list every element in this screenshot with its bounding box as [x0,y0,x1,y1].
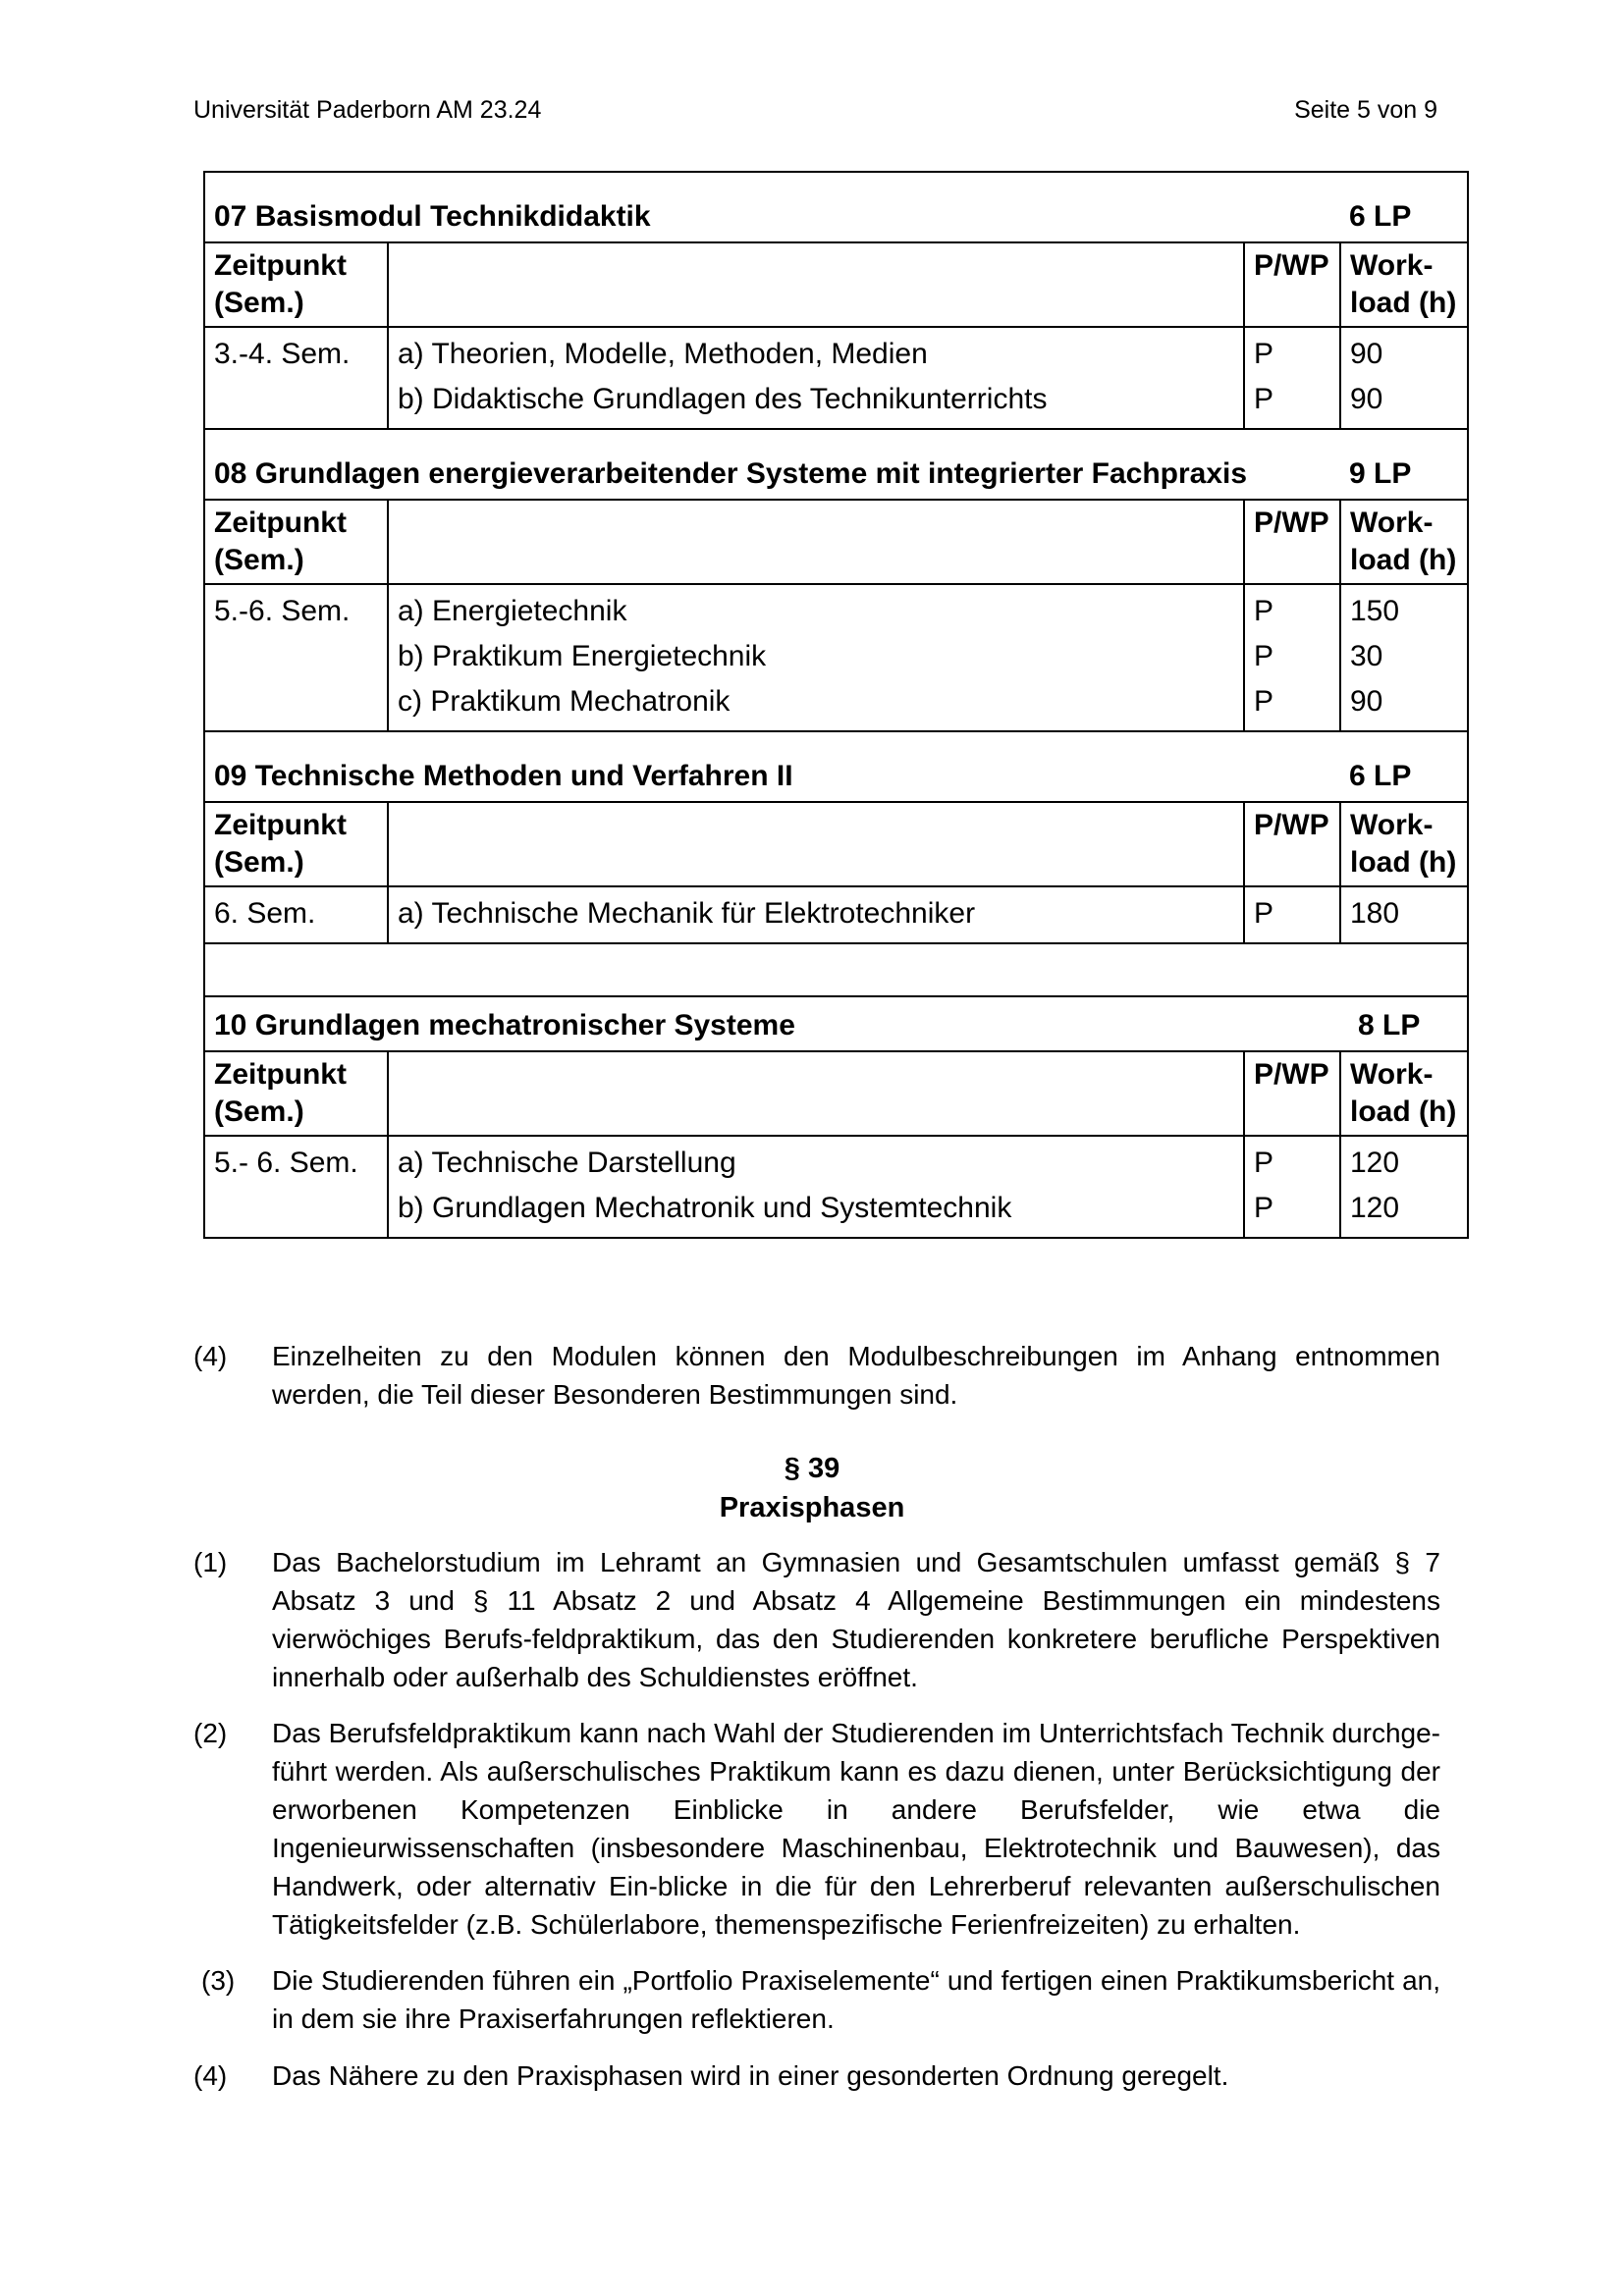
section-title: Praxisphasen [719,1492,905,1523]
item-workload: 180 [1340,886,1468,943]
module-lp: 6 LP [1340,172,1468,242]
paragraph-text: Einzelheiten zu den Modulen können den Modulbeschreibungen im Anhang entnommen werden, die Teil dieser Besonderen Bestimmungen sind. [272,1341,1440,1410]
col-zeitpunkt: Zeitpunkt (Sem.) [204,1051,388,1136]
paragraph-number: (2) [193,1718,228,1748]
item-name: a) Technische Darstellung [398,1147,736,1179]
module-title: 10 Grundlagen mechatronischer Systeme [204,996,1340,1051]
module-title: 08 Grundlagen energieverarbeitender Systeme mit integrierter Fachpraxis [204,429,1340,500]
item-names [388,1136,1244,1238]
item-name: a) Theorien, Modelle, Methoden, Medien [398,338,928,370]
paragraph-text: Das Nähere zu den Praxisphasen wird in einer gesonderten Ordnung geregelt. [272,2060,1229,2091]
col-workload: Work- load (h) [1340,1051,1468,1136]
paragraph-1 [193,1543,1440,1696]
item-workload: 90 90 [1340,327,1468,429]
item-names [388,327,1244,429]
empty-row [204,943,1468,996]
col-module-name [388,500,1244,584]
zeitpunkt-value: 5.- 6. Sem. [204,1136,388,1238]
item-pwp: P [1244,886,1340,943]
section-number: § 39 [784,1453,840,1484]
item-pwp: P P P [1244,584,1340,731]
module-title: 07 Basismodul Technikdidaktik [204,172,1340,242]
col-module-name [388,1051,1244,1136]
paragraph-2 [193,1714,1440,1944]
module-lp: 9 LP [1340,429,1468,500]
item-pwp: P P [1244,1136,1340,1238]
paragraph-4 [193,2056,1440,2095]
col-pwp: P/WP [1244,242,1340,327]
item-workload: 120 120 [1340,1136,1468,1238]
paragraph-text: Die Studierenden führen ein „Portfolio Praxiselemente“ und fertigen einen Praktikumsbericht an, in dem sie ihre Praxiserfahrungen reflektieren. [272,1965,1440,2034]
module-10 [204,996,1468,1238]
col-pwp: P/WP [1244,802,1340,886]
paragraph-text: Das Bachelorstudium im Lehramt an Gymnasien und Gesamtschulen umfasst gemäß § 7 Absatz 3 und § 11 Absatz 2 und Absatz 4 Allgemeine Bestimmungen ein mindestens vierwöchiges Berufs-feldpraktikum, das den Studierenden konkretere berufliche Perspektiven innerhalb oder außerhalb des Schuldienstes eröffnet. [272,1547,1440,1692]
paragraph-3 [193,1961,1440,2038]
item-name: b) Grundlagen Mechatronik und Systemtechnik [398,1192,1012,1224]
col-workload: Work- load (h) [1340,802,1468,886]
module-08 [204,429,1468,731]
module-lp: 8 LP [1340,996,1468,1051]
col-workload: Work- load (h) [1340,500,1468,584]
col-zeitpunkt: Zeitpunkt (Sem.) [204,242,388,327]
item-name: a) Energietechnik [398,595,627,627]
col-pwp: P/WP [1244,500,1340,584]
item-pwp: P P [1244,327,1340,429]
item-workload: 150 30 90 [1340,584,1468,731]
col-pwp: P/WP [1244,1051,1340,1136]
col-zeitpunkt: Zeitpunkt (Sem.) [204,802,388,886]
zeitpunkt-value: 5.-6. Sem. [204,584,388,731]
zeitpunkt-value: 3.-4. Sem. [204,327,388,429]
page-header-page-number: Seite 5 von 9 [1294,96,1437,124]
col-module-name [388,802,1244,886]
module-table [203,171,1469,1239]
col-module-name [388,242,1244,327]
page-header-institution: Universität Paderborn AM 23.24 [193,96,542,124]
item-name: c) Praktikum Mechatronik [398,685,731,718]
paragraph-number: (4) [193,1341,228,1371]
module-title: 09 Technische Methoden und Verfahren II [204,731,1340,802]
module-07 [204,172,1468,429]
item-name: b) Didaktische Grundlagen des Technikunterrichts [398,383,1048,415]
module-lp: 6 LP [1340,731,1468,802]
col-zeitpunkt: Zeitpunkt (Sem.) [204,500,388,584]
paragraph-number: (3) [201,1965,236,1996]
paragraph-number: (4) [193,2060,228,2091]
item-name: b) Praktikum Energietechnik [398,640,767,672]
module-09 [204,731,1468,996]
item-names [388,886,1244,943]
paragraph-4-modules [193,1337,1440,1414]
col-workload: Work- load (h) [1340,242,1468,327]
paragraph-number: (1) [193,1547,228,1577]
paragraph-text: Das Berufsfeldpraktikum kann nach Wahl der Studierenden im Unterrichtsfach Technik durchge-führt werden. Als außerschulisches Praktikum kann es dazu dienen, unter Berücksichtigung der erworbenen Kompetenzen Einblicke in andere Berufsfelder, wie etwa die Ingenieurwissenschaften (insbesondere Maschinenbau, Elektrotechnik und Bauwesen), das Handwerk, oder alternativ Ein-blicke in die für den Lehrerberuf relevanten außerschulischen Tätigkeitsfelder (z.B. Schülerlabore, themenspezifische Ferienfreizeiten) zu erhalten. [272,1718,1440,1940]
item-names [388,584,1244,731]
item-name: a) Technische Mechanik für Elektrotechniker [398,897,976,930]
zeitpunkt-value: 6. Sem. [204,886,388,943]
